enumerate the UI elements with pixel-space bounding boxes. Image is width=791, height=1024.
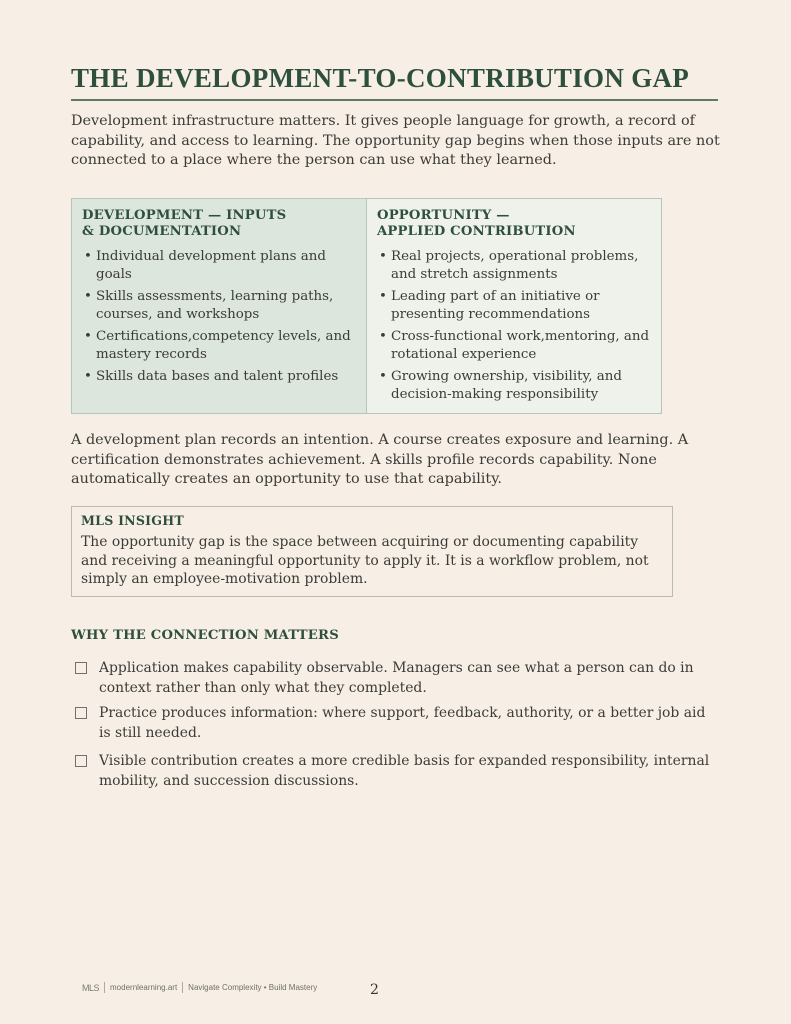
list-item: • Cross-functional work,mentoring, and rotational experience <box>377 328 651 363</box>
opportunity-column <box>367 199 661 413</box>
development-heading-line1: DEVELOPMENT — INPUTS <box>82 208 287 223</box>
footer-tagline: Navigate Complexity • Build Mastery <box>188 983 318 992</box>
page-number: 2 <box>370 982 379 998</box>
footer <box>82 982 317 993</box>
checklist-item <box>75 703 720 743</box>
list-item: • Skills assessments, learning paths, courses, and workshops <box>82 288 356 323</box>
middle-paragraph: A development plan records an intention. A course creates exposure and learning. A certification demonstrates achievement. A skills profile records capability. None automatically creates an opportunity to use that capability. <box>71 432 689 487</box>
checklist-text: Visible contribution creates a more credible basis for expanded responsibility, internal mobility, and succession discussions. <box>99 753 710 789</box>
insight-text: The opportunity gap is the space between acquiring or documenting capability and receiving a meaningful opportunity to apply it. It is a workflow problem, not simply an employee-motivation problem. <box>81 534 649 587</box>
list-item: • Certifications,competency levels, and mastery records <box>82 328 356 363</box>
footer-site[interactable]: modernlearning.art <box>110 983 178 992</box>
page-title: THE DEVELOPMENT-TO-CONTRIBUTION GAP <box>71 63 690 93</box>
checklist-item <box>75 751 720 791</box>
checkbox-icon[interactable] <box>75 755 87 767</box>
opportunity-list <box>377 248 651 403</box>
why-heading: WHY THE CONNECTION MATTERS <box>71 628 339 643</box>
development-column <box>72 199 367 413</box>
list-item: • Growing ownership, visibility, and decision-making responsibility <box>377 368 651 403</box>
comparison-table <box>71 198 662 414</box>
checkbox-icon[interactable] <box>75 707 87 719</box>
list-item: • Individual development plans and goals <box>82 248 356 283</box>
footer-divider <box>104 982 105 993</box>
list-item: • Real projects, operational problems, and stretch assignments <box>377 248 651 283</box>
checklist-text: Practice produces information: where support, feedback, authority, or a better job aid is still needed. <box>99 705 706 741</box>
opportunity-column-heading <box>377 208 651 239</box>
insight-callout <box>71 506 673 597</box>
checkbox-icon[interactable] <box>75 662 87 674</box>
development-heading-line2: & DOCUMENTATION <box>82 223 242 239</box>
list-item: • Leading part of an initiative or presenting recommendations <box>377 288 651 323</box>
opportunity-heading-line2: APPLIED CONTRIBUTION <box>377 223 576 239</box>
logo: MLS <box>82 982 100 993</box>
list-item: • Skills data bases and talent profiles <box>82 368 356 386</box>
development-column-heading <box>82 208 356 239</box>
intro-paragraph: Development infrastructure matters. It gives people language for growth, a record of capability, and access to learning. The opportunity gap begins when those inputs are not connected to a place where the person can use what they learned. <box>71 113 720 168</box>
checklist-text: Application makes capability observable. Managers can see what a person can do in context rather than only what they completed. <box>99 660 694 696</box>
development-list <box>82 248 356 386</box>
opportunity-heading-line1: OPPORTUNITY — <box>377 208 510 223</box>
footer-divider <box>182 982 183 993</box>
checklist-item <box>75 658 720 698</box>
insight-label: MLS INSIGHT <box>81 513 184 528</box>
title-divider <box>71 99 718 101</box>
